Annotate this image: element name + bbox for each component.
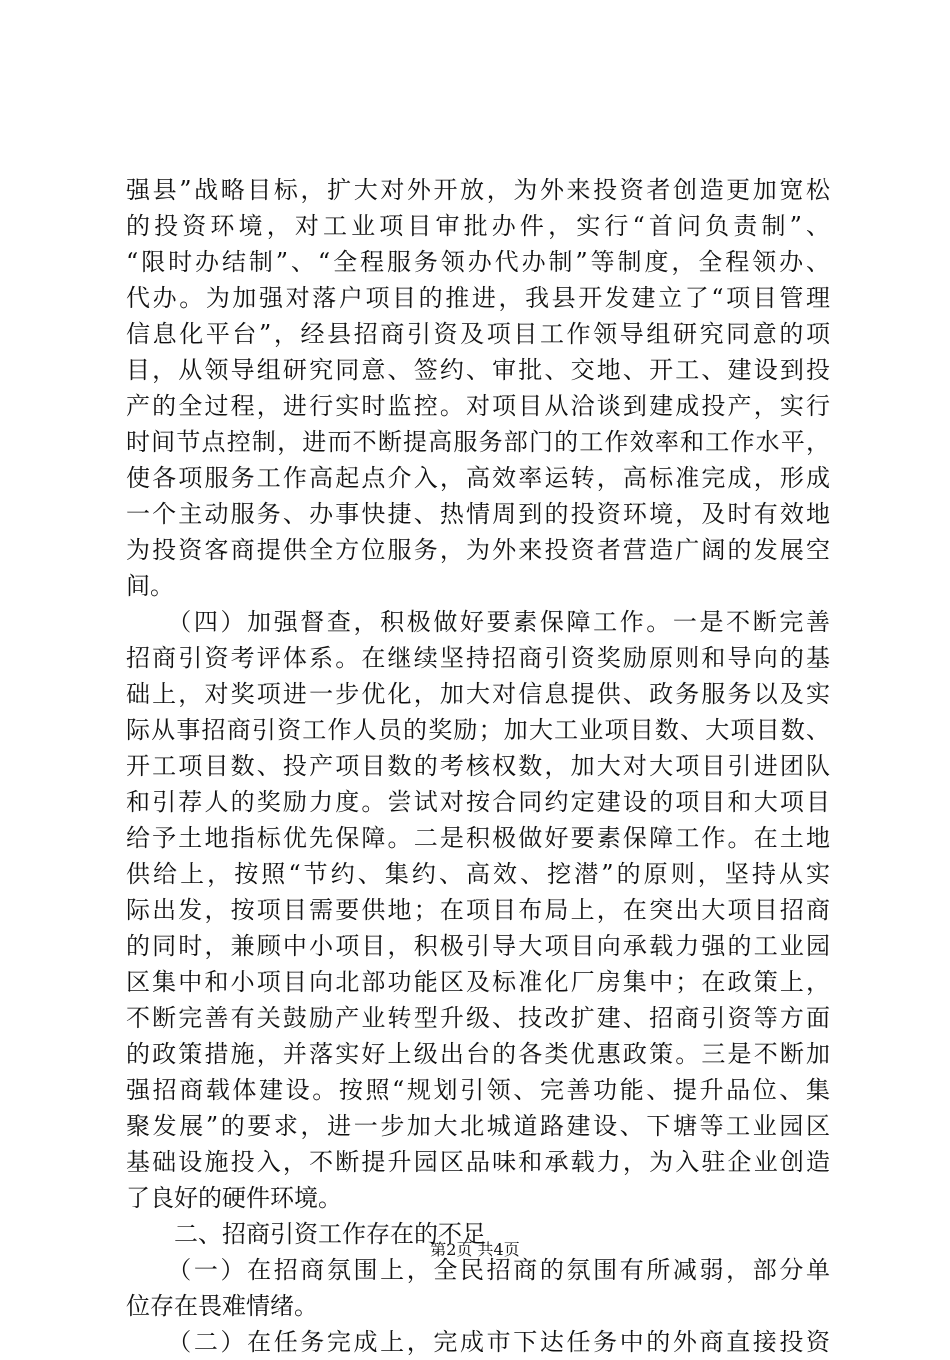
text-line: 招商引资考评体系。在继续坚持招商引资奖励原则和导向的基 bbox=[126, 644, 830, 672]
text-line: 强招商载体建设。按照“规划引领、完善功能、提升品位、集 bbox=[126, 1076, 830, 1104]
text-line: 际从事招商引资工作人员的奖励；加大工业项目数、大项目数、 bbox=[126, 716, 830, 744]
text-line: 时间节点控制，进而不断提高服务部门的工作效率和工作水平， bbox=[126, 428, 830, 456]
text-line: 不断完善有关鼓励产业转型升级、技改扩建、招商引资等方面 bbox=[126, 1004, 830, 1032]
text-line: 位存在畏难情绪。 bbox=[126, 1292, 318, 1320]
text-line: 础上，对奖项进一步优化，加大对信息提供、政务服务以及实 bbox=[126, 680, 830, 708]
text-line: 使各项服务工作高起点介入，高效率运转，高标准完成，形成 bbox=[126, 464, 830, 492]
text-line: 强县”战略目标，扩大对外开放，为外来投资者创造更加宽松 bbox=[126, 176, 830, 204]
page-footer: 第2页 共4页 bbox=[430, 1240, 520, 1259]
text-line: 和引荐人的奖励力度。尝试对按合同约定建设的项目和大项目 bbox=[126, 788, 830, 816]
body-text bbox=[126, 172, 830, 1360]
text-line: 给予土地指标优先保障。二是积极做好要素保障工作。在土地 bbox=[126, 824, 830, 852]
text-line: 为投资客商提供全方位服务，为外来投资者营造广阔的发展空 bbox=[126, 536, 830, 564]
text-line: 代办。为加强对落户项目的推进，我县开发建立了“项目管理 bbox=[126, 284, 830, 312]
text-line: （四）加强督查，积极做好要素保障工作。一是不断完善 bbox=[126, 608, 830, 636]
text-line: 产的全过程，进行实时监控。对项目从洽谈到建成投产，实行 bbox=[126, 392, 830, 420]
text-line: 供给上，按照“节约、集约、高效、挖潜”的原则，坚持从实 bbox=[126, 860, 830, 888]
text-line: “限时办结制”、“全程服务领办代办制”等制度，全程领办、 bbox=[126, 248, 830, 276]
text-line: 二、招商引资工作存在的不足 bbox=[126, 1220, 486, 1248]
text-line: 信息化平台”，经县招商引资及项目工作领导组研究同意的项 bbox=[126, 320, 830, 348]
text-line: 区集中和小项目向北部功能区及标准化厂房集中；在政策上， bbox=[126, 968, 830, 996]
text-line: 的政策措施，并落实好上级出台的各类优惠政策。三是不断加 bbox=[126, 1040, 830, 1068]
text-line: 开工项目数、投产项目数的考核权数，加大对大项目引进团队 bbox=[126, 752, 830, 780]
text-line: 的投资环境，对工业项目审批办件，实行“首问负责制”、 bbox=[126, 212, 830, 240]
text-line: 了良好的硬件环境。 bbox=[126, 1184, 342, 1212]
text-line: （二）在任务完成上，完成市下达任务中的外商直接投资 bbox=[126, 1328, 830, 1356]
text-line: 的同时，兼顾中小项目，积极引导大项目向承载力强的工业园 bbox=[126, 932, 830, 960]
text-line: 聚发展”的要求，进一步加大北城道路建设、下塘等工业园区 bbox=[126, 1112, 830, 1140]
text-line: 际出发，按项目需要供地；在项目布局上，在突出大项目招商 bbox=[126, 896, 830, 924]
text-line: 一个主动服务、办事快捷、热情周到的投资环境，及时有效地 bbox=[126, 500, 830, 528]
text-line: 基础设施投入，不断提升园区品味和承载力，为入驻企业创造 bbox=[126, 1148, 830, 1176]
text-line: （一）在招商氛围上，全民招商的氛围有所减弱，部分单 bbox=[126, 1256, 830, 1284]
text-line: 间。 bbox=[126, 572, 174, 600]
text-line: 目，从领导组研究同意、签约、审批、交地、开工、建设到投 bbox=[126, 356, 830, 384]
